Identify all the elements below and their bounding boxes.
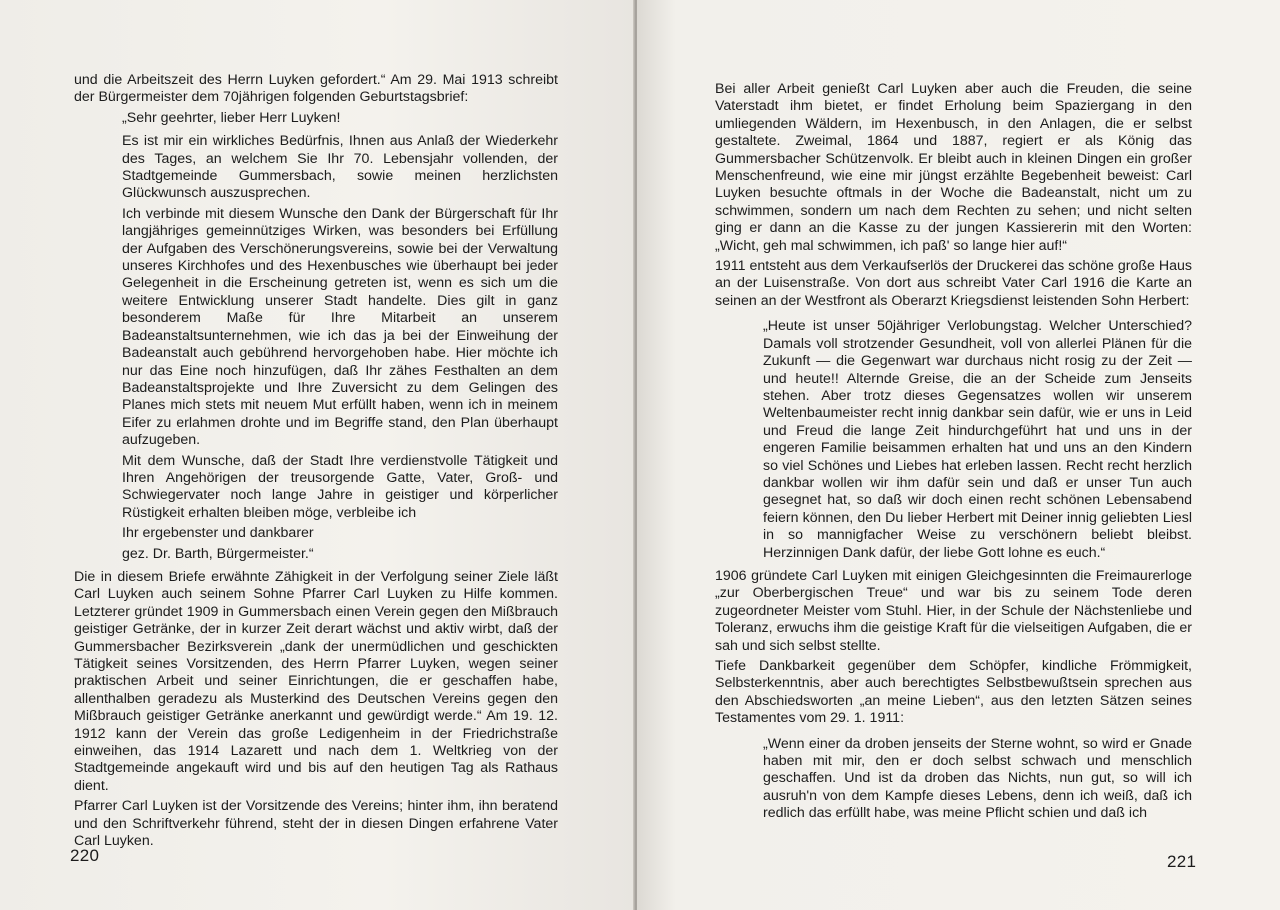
quote-paragraph: „Wenn einer da droben jenseits der Sterne wohnt, so wird er Gnade haben mit mir, den er doch selbst schwach und menschlich geschaffen. Und ist da droben das Nichts, nun gut, so will ich ausruh'n von dem Kampfe dieses Lebens, denn ich weiß, daß ich redlich das erfüllt habe, was meine Pflicht schien und daß ich [763,735,1192,822]
letter-paragraph: Mit dem Wunsche, daß der Stadt Ihre verdienstvolle Tätigkeit und Ihren Angehörigen der treusorgende Gatte, Vater, Groß- und Schwiegervater noch lange Jahre in geistiger und körperlicher Rüstigkeit erhalten bleiben möge, verbleibe ich [122,452,558,521]
letter-salutation: „Sehr geehrter, lieber Herr Luyken! [122,109,341,126]
letter-paragraph: Ich verbinde mit diesem Wunsche den Dank der Bürgerschaft für Ihr langjähriges gemeinnütziges Wirken, was besonders bei Erfüllung der Aufgaben des Verschönerungsvereins, sowie bei der Verwaltung unseres Kirchhofes und des Hexenbusches wie überhaupt bei jeder Gelegenheit in die Erscheinung getreten ist, wenn es sich um die weitere Entwicklung unserer Stadt handelte. Dies gilt in ganz besonderem Maße für Ihre Mitarbeit an unserem Badeanstaltsunternehmen, wie ich das ja bei der Einweihung der Badeanstalt auch gebührend hervorgehoben habe. Hier möchte ich nur das Eine noch hinzufügen, daß Ihr zähes Festhalten an dem Badeanstaltsprojekte und Ihre Zuversicht zu dem Gelingen des Planes mich stets mit neuem Mut erfüllt haben, wenn ich in meinem Eifer zu erlahmen drohte und im Begriffe stand, den Plan überhaupt aufzugeben. [122,205,558,449]
left-text-column [74,72,558,853]
paragraph: und die Arbeitszeit des Herrn Luyken gefordert.“ Am 29. Mai 1913 schreibt der Bürgermeister dem 70jährigen folgenden Geburtstagsbrief: [74,72,558,106]
right-text-column [715,81,1192,826]
left-page [0,0,637,910]
signature-line: gez. Dr. Barth, Bürgermeister.“ [122,545,314,562]
page-number: 221 [1167,852,1197,871]
letter-paragraph: Es ist mir ein wirkliches Bedürfnis, Ihnen aus Anlaß der Wiederkehr des Tages, an welchem Sie Ihr 70. Lebensjahr vollenden, der Stadtgemeinde Gummersbach, sowie meinen herzlichsten Glückwunsch auszusprechen. [122,133,558,202]
paragraph: 1911 entsteht aus dem Verkaufserlös der Druckerei das schöne große Haus an der Luisenstraße. Von dort aus schreibt Vater Carl 1916 die Karte an seinen an der Westfront als Oberarzt Kriegsdienst leistenden Sohn Herbert: [715,258,1192,309]
postcard-quote [715,318,1192,562]
quote-paragraph: „Heute ist unser 50jähriger Verlobungstag. Welcher Unterschied? Damals voll strotzender Gesundheit, voll von allerlei Plänen für die Zukunft — die Gegenwart war durchaus nicht rosig zu der Zeit — und heute!! Alternde Greise, die an der Scheide zum Jenseits stehen. Aber trotz dieses Gegensatzes wollen wir unserem Weltenbaumeister recht innig dankbar sein dafür, wie er uns in Leid und Freud die lange Zeit hindurchgeführt hat und uns in der engeren Familie beisammen erhalten hat und uns an den Kindern so viel Schönes und Liebes hat erleben lassen. Recht recht herzlich dankbar wollen wir ihm dafür sein und daß er unser Tun auch gesegnet hat, so daß wir doch einen recht schönen Lebensabend feiern können, den Du lieber Herbert mit Deiner innig geliebten Liesl in so mannigfacher Weise zu verschönern beliebt bleibst. Herzinnigen Dank dafür, der liebe Gott lohne es euch.“ [763,318,1192,561]
right-page [637,0,1280,910]
paragraph: 1906 gründete Carl Luyken mit einigen Gleichgesinnten die Freimaurerloge „zur Oberbergischen Treue“ und war bis zu seinem Tode deren zugeordneter Meister vom Stuhl. Hier, in der Schule der Nächstenliebe und Toleranz, erwuchs ihm die geistige Kraft für die vielseitigen Aufgaben, die er sah und sich selbst stellte. [715,567,1192,654]
paragraph: Pfarrer Carl Luyken ist der Vorsitzende des Vereins; hinter ihm, ihn beratend und den Schriftverkehr führend, steht der in diesen Dingen erfahrene Vater Carl Luyken. [74,798,558,850]
mayor-letter [74,110,558,563]
page-number: 220 [70,846,100,865]
paragraph: Die in diesem Briefe erwähnte Zähigkeit in der Verfolgung seiner Ziele läßt Carl Luyken auch seinem Sohne Pfarrer Carl Luyken zu Hilfe kommen. Letzterer gründet 1909 in Gummersbach einen Verein gegen den Mißbrauch geistiger Getränke, der in kurzer Zeit derart wächst und aktiv wirbt, daß der Gummersbacher Bezirksverein „dank der unermüdlichen und geschickten Tätigkeit seines Vorsitzenden, des Herrn Pfarrer Luyken, wegen seiner praktischen Arbeit und seiner Einrichtungen, die er geschaffen habe, allenthalben geradezu als Musterkind des Deutschen Vereins gegen den Mißbrauch geistiger Getränke anerkannt und gewürdigt werde.“ Am 19. 12. 1912 kann der Verein das große Ledigenheim in der Friedrichstraße einweihen, das 1914 Lazarett und nach dem 1. Weltkrieg von der Stadtgemeinde angekauft wird und bis auf den heutigen Tag als Rathaus dient. [74,568,558,794]
paragraph: Bei aller Arbeit genießt Carl Luyken aber auch die Freuden, die seine Vaterstadt ihm bietet, er findet Erholung beim Spaziergang in den umliegenden Wäldern, im Hexenbusch, in den Anlagen, die er selbst gestaltete. Zweimal, 1864 und 1887, regiert er als König das Gummersbacher Schützenvolk. Er bleibt auch in kleinen Dingen ein großer Menschenfreund, wie eine mir jüngst erzählte Begebenheit beweist: Carl Luyken besuchte oftmals in der Woche die Badeanstalt, nicht um zu schwimmen, sondern um nach dem Rechten zu sehen; und nicht selten ging er dann an die Kasse zu der jungen Kassiererin mit den Worten: „Wicht, geh mal schwimmen, ich paß' so lange hier auf!“ [715,81,1192,254]
testament-quote [715,736,1192,823]
signature-line: Ihr ergebenster und dankbarer [122,525,314,542]
paragraph: Tiefe Dankbarkeit gegenüber dem Schöpfer, kindliche Frömmigkeit, Selbsterkenntnis, aber auch berechtigtes Selbstbewußtsein sprechen aus den Abschiedsworten „an meine Lieben“, aus den letzten Sätzen seines Testamentes vom 29. 1. 1911: [715,658,1192,727]
